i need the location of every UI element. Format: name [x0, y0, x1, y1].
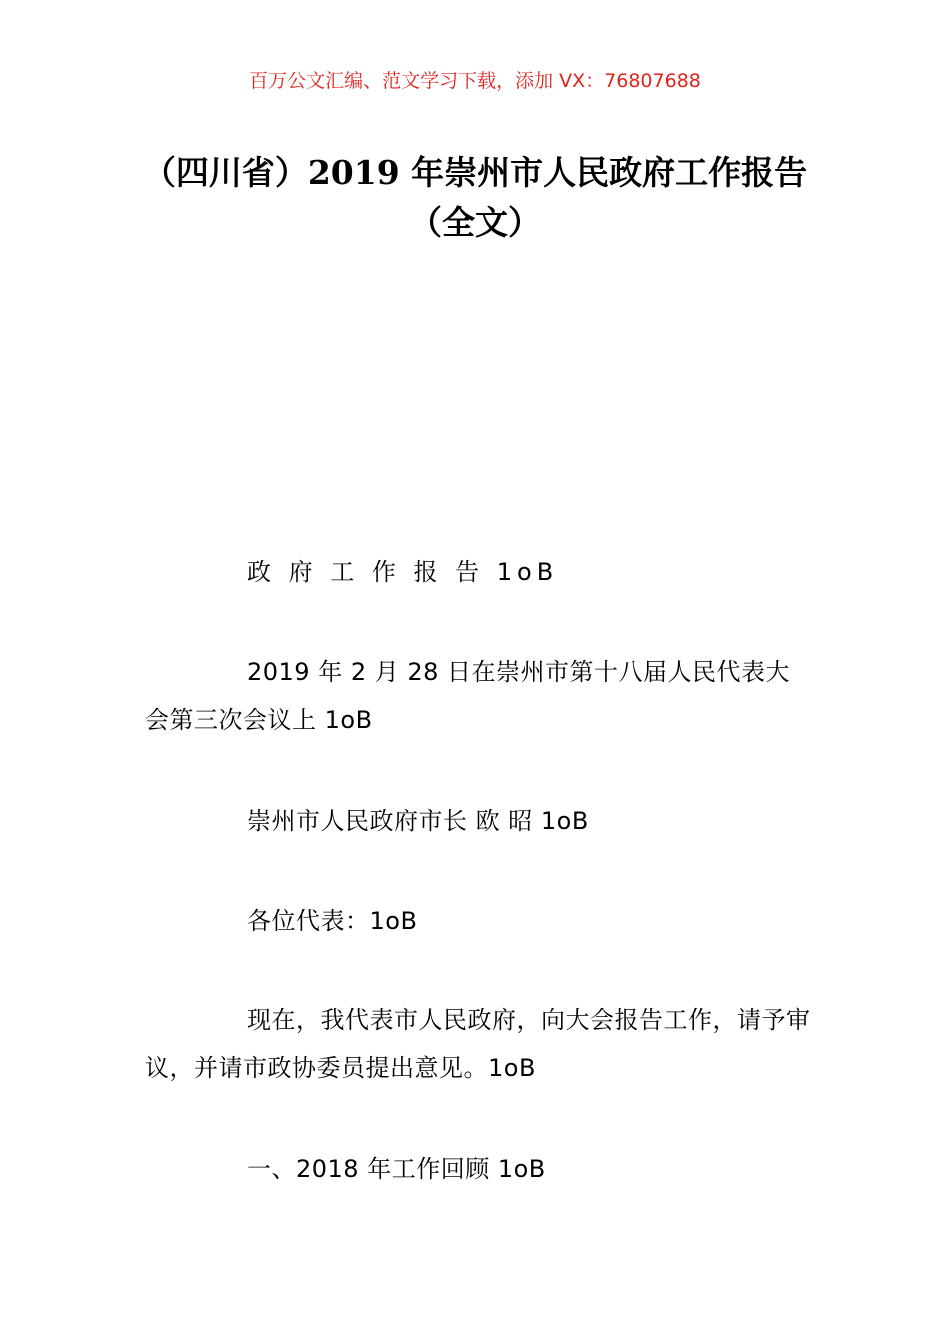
document-title: （四川省）2019 年崇州市人民政府工作报告（全文） [142, 153, 808, 242]
speaker-line: 崇州市人民政府市长 欧 昭 1oB [247, 807, 589, 835]
salutation: 各位代表：1oB [247, 907, 418, 935]
opening-paragraph: 现在，我代表市人民政府，向大会报告工作，请予审议，并请市政协委员提出意见。1oB [145, 1006, 811, 1082]
meeting-info: 2019 年 2 月 28 日在崇州市第十八届人民代表大会第三次会议上 1oB [145, 658, 791, 734]
report-label: 政 府 工 作 报 告 1oB [247, 558, 559, 586]
section-heading-one: 一、2018 年工作回顾 1oB [247, 1155, 546, 1183]
header-note: 百万公文汇编、范文学习下载，添加 VX：76807688 [249, 70, 701, 92]
